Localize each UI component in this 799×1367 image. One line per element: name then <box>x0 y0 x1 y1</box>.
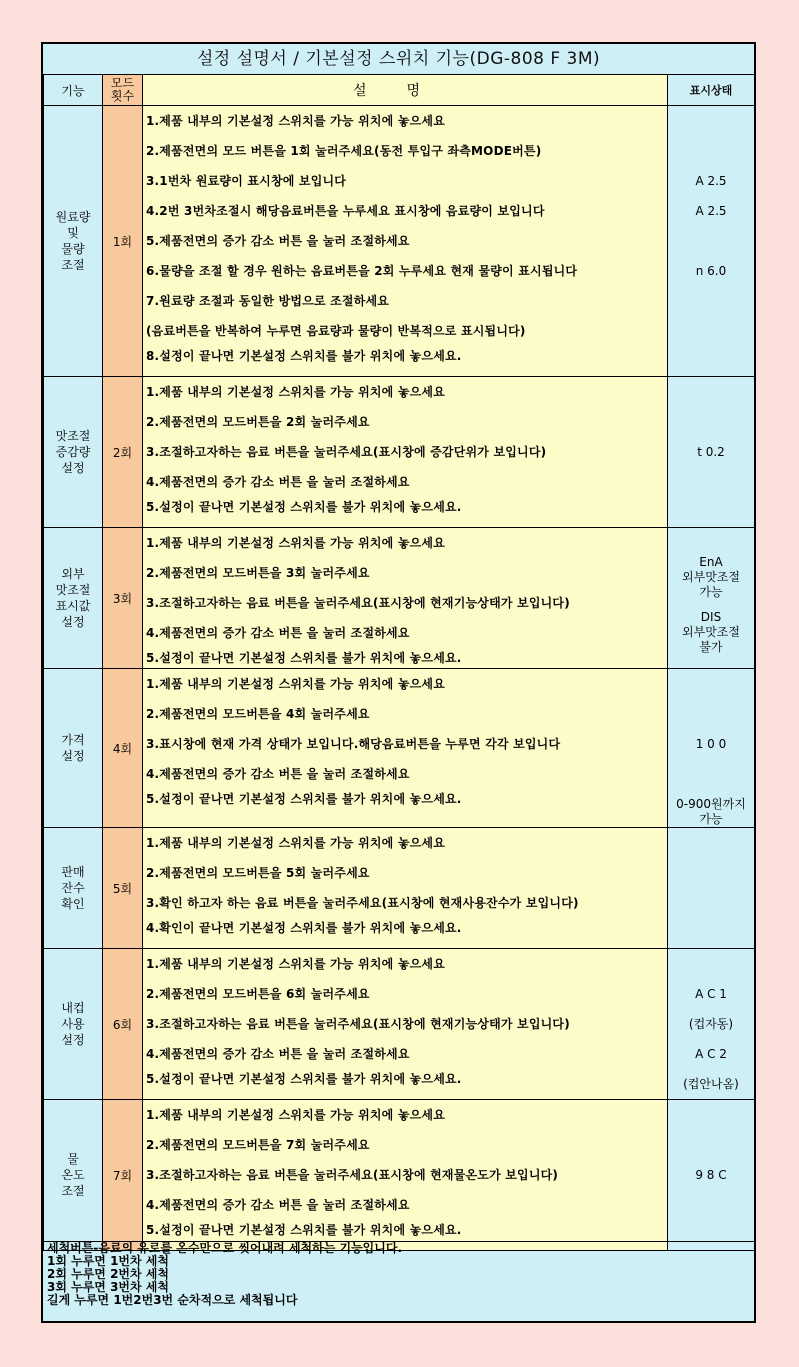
header-desc <box>143 75 668 106</box>
display-status-text <box>668 316 754 346</box>
function-name-line: 맛조절 <box>55 583 91 597</box>
display-status-cell <box>668 669 755 828</box>
table-row <box>44 949 755 1100</box>
display-status-text: 1 0 0 <box>695 737 727 751</box>
description-cell <box>143 377 668 528</box>
instruction-step: 5.제품전면의 증가 감소 버튼 을 눌러 조절하세요 <box>146 234 410 248</box>
table-row <box>44 106 755 377</box>
function-name-line: 확인 <box>61 897 85 911</box>
description-cell <box>143 528 668 669</box>
display-status-text: A 2.5 <box>695 204 727 218</box>
function-name-line: 원료량 <box>55 210 91 224</box>
display-status-text <box>668 377 754 407</box>
header-desc-text: 설명 <box>352 83 461 99</box>
display-status-text: 가능 <box>699 585 723 599</box>
instruction-step: 6.물량을 조절 할 경우 원하는 음료버튼을 2회 누루세요 현재 물량이 표시됩니다 <box>146 264 578 278</box>
function-name-line: 설정 <box>61 1033 85 1047</box>
display-status-note: 가능 <box>699 812 723 826</box>
mode-count-cell: 6회 <box>103 949 143 1100</box>
instruction-step: 1.제품 내부의 기본설정 스위치를 가능 위치에 놓으세요 <box>146 677 446 691</box>
header-status-text: 표시상태 <box>689 84 733 97</box>
display-status-text: 외부맛조절 <box>682 625 740 639</box>
display-status-text <box>668 918 754 948</box>
display-status-cell <box>668 377 755 528</box>
footer-line: 세척버튼-음료의 유로를 온수만으로 씻어내려 세척하는 기능입니다. <box>47 1241 403 1255</box>
display-status-text <box>668 669 754 699</box>
instruction-step: 3.조절하고자하는 음료 버튼을 눌러주세요(표시창에 현재기능상태가 보입니다) <box>146 1017 570 1031</box>
header-func: 기능 <box>44 75 103 106</box>
mode-count-cell: 3회 <box>103 528 143 669</box>
description-cell <box>143 106 668 377</box>
instruction-step: 3.조절하고자하는 음료 버튼을 눌러주세요(표시창에 증감단위가 보입니다) <box>146 445 547 459</box>
function-name-cell <box>44 377 103 528</box>
display-status-cell <box>668 828 755 949</box>
instruction-step: 2.제품전면의 모드 버튼을 1회 눌러주세요(동전 투입구 좌측MODE버튼) <box>146 144 542 158</box>
display-status-text <box>668 858 754 888</box>
mode-count-cell: 5회 <box>103 828 143 949</box>
display-status-text <box>668 407 754 437</box>
header-mode-line1: 모드 <box>110 76 135 90</box>
instruction-step: 5.설정이 끝나면 기본설정 스위치를 불가 위치에 놓으세요. <box>146 500 462 514</box>
instruction-step: 1.제품 내부의 기본설정 스위치를 가능 위치에 놓으세요 <box>146 957 446 971</box>
function-name-line: 설정 <box>61 615 85 629</box>
settings-table <box>43 74 755 1251</box>
function-name-line: 증감량 <box>55 445 91 459</box>
function-name-cell <box>44 949 103 1100</box>
table-row <box>44 1100 755 1251</box>
instruction-step: 5.설정이 끝나면 기본설정 스위치를 불가 위치에 놓으세요. <box>146 651 462 665</box>
display-status-cell <box>668 528 755 669</box>
instruction-step: 5.설정이 끝나면 기본설정 스위치를 불가 위치에 놓으세요. <box>146 792 462 806</box>
display-status-text <box>668 1190 754 1220</box>
function-name-cell <box>44 669 103 828</box>
function-name-cell <box>44 106 103 377</box>
function-name-line: 온도 <box>61 1168 85 1182</box>
instruction-step: 3.1번차 원료량이 표시창에 보입니다 <box>146 174 347 188</box>
table-row <box>44 828 755 949</box>
function-name-line: 내컵 <box>61 1001 85 1015</box>
instruction-step: 2.제품전면의 모드버튼을 4회 눌러주세요 <box>146 707 370 721</box>
instruction-step: 2.제품전면의 모드버튼을 2회 눌러주세요 <box>146 415 370 429</box>
function-name-line: 물 <box>67 1152 79 1166</box>
instruction-step: 1.제품 내부의 기본설정 스위치를 가능 위치에 놓으세요 <box>146 536 446 550</box>
display-status-text <box>668 1130 754 1160</box>
display-status-text <box>668 226 754 256</box>
display-status-text: 9 8 C <box>695 1168 727 1182</box>
function-name-line: 가격 <box>61 733 85 747</box>
table-header-row <box>44 75 755 106</box>
instruction-step: 4.제품전면의 증가 감소 버튼 을 눌러 조절하세요 <box>146 1047 410 1061</box>
wash-button-notes <box>43 1241 754 1321</box>
display-status-text <box>668 136 754 166</box>
display-status-text <box>668 1100 754 1130</box>
instruction-step: 2.제품전면의 모드버튼을 7회 눌러주세요 <box>146 1138 370 1152</box>
instruction-step: 3.조절하고자하는 음료 버튼을 눌러주세요(표시창에 현재기능상태가 보입니다) <box>146 596 570 610</box>
instruction-step: 3.표시창에 현재 가격 상태가 보입니다.해당음료버튼을 누루면 각각 보입니다 <box>146 737 561 751</box>
instruction-step: 4.제품전면의 증가 감소 버튼 을 눌러 조절하세요 <box>146 475 410 489</box>
display-status-note: 0-900원까지 <box>676 797 746 811</box>
description-cell <box>143 949 668 1100</box>
display-status-text <box>668 888 754 918</box>
instruction-step: 3.조절하고자하는 음료 버튼을 눌러주세요(표시창에 현재물온도가 보입니다) <box>146 1168 559 1182</box>
description-cell <box>143 669 668 828</box>
footer-line: 길게 누루면 1번2번3번 순차적으로 세척됩니다 <box>47 1293 298 1307</box>
description-cell <box>143 828 668 949</box>
instruction-step: 2.제품전면의 모드버튼을 5회 눌러주세요 <box>146 866 370 880</box>
instruction-step: 4.제품전면의 증가 감소 버튼 을 눌러 조절하세요 <box>146 767 410 781</box>
display-status-text: n 6.0 <box>695 264 727 278</box>
display-status-text: DIS <box>700 610 722 624</box>
function-name-line: 사용 <box>61 1017 85 1031</box>
function-name-line: 설정 <box>61 461 85 475</box>
function-name-line: 판매 <box>61 865 85 879</box>
display-status-text: EnA <box>699 555 723 569</box>
instruction-step: (음료버튼을 반복하여 누루면 음료량과 물량이 반복적으로 표시됩니다) <box>146 324 526 338</box>
instruction-step: 7.원료량 조절과 동일한 방법으로 조절하세요 <box>146 294 390 308</box>
display-status-cell <box>668 1100 755 1251</box>
instruction-step: 4.제품전면의 증가 감소 버튼 을 눌러 조절하세요 <box>146 626 410 640</box>
header-status <box>668 75 755 106</box>
function-name-line: 표시값 <box>55 599 91 613</box>
instruction-step: 4.제품전면의 증가 감소 버튼 을 눌러 조절하세요 <box>146 1198 410 1212</box>
display-status-text: 불가 <box>699 640 723 654</box>
mode-count-cell: 1회 <box>103 106 143 377</box>
display-status-text: A C 1 <box>695 987 727 1001</box>
function-name-line: 조절 <box>61 1184 85 1198</box>
display-status-text: 외부맛조절 <box>682 570 740 584</box>
display-status-text: (컵자동) <box>688 1017 734 1031</box>
display-status-text <box>668 106 754 136</box>
instruction-step: 1.제품 내부의 기본설정 스위치를 가능 위치에 놓으세요 <box>146 385 446 399</box>
function-name-line: 잔수 <box>61 881 85 895</box>
function-name-line: 물량 <box>61 242 85 256</box>
table-row <box>44 669 755 828</box>
function-name-line: 맛조절 <box>55 429 91 443</box>
instruction-step: 2.제품전면의 모드버튼을 3회 눌러주세요 <box>146 566 370 580</box>
display-status-text <box>668 346 754 376</box>
display-status-text <box>668 949 754 979</box>
footer-line: 2회 누루면 2번차 세척 <box>47 1267 169 1281</box>
display-status-text <box>668 286 754 316</box>
display-status-text: t 0.2 <box>697 445 725 459</box>
table-row <box>44 528 755 669</box>
mode-count-cell: 7회 <box>103 1100 143 1251</box>
instruction-step: 3.확인 하고자 하는 음료 버튼을 눌러주세요(표시창에 현재사용잔수가 보입니다) <box>146 896 579 910</box>
function-name-line: 설정 <box>61 749 85 763</box>
settings-sheet <box>41 42 756 1323</box>
display-status-text: A 2.5 <box>695 174 727 188</box>
display-status-text <box>668 759 754 789</box>
footer-line: 3회 누루면 3번차 세척 <box>47 1280 169 1294</box>
display-status-text <box>668 828 754 858</box>
mode-count-cell: 2회 <box>103 377 143 528</box>
display-status-text <box>668 497 754 527</box>
footer-line: 1회 누루면 1번차 세척 <box>47 1254 169 1268</box>
instruction-step: 8.설정이 끝나면 기본설정 스위치를 불가 위치에 놓으세요. <box>146 349 462 363</box>
table-row <box>44 377 755 528</box>
instruction-step: 4.2번 3번차조절시 해당음료버튼을 누루세요 표시창에 음료량이 보입니다 <box>146 204 545 218</box>
instruction-step: 2.제품전면의 모드버튼을 6회 눌러주세요 <box>146 987 370 1001</box>
mode-count-cell: 4회 <box>103 669 143 828</box>
function-name-cell <box>44 828 103 949</box>
instruction-step: 5.설정이 끝나면 기본설정 스위치를 불가 위치에 놓으세요. <box>146 1072 462 1086</box>
header-mode <box>103 75 143 106</box>
instruction-step: 1.제품 내부의 기본설정 스위치를 가능 위치에 놓으세요 <box>146 836 446 850</box>
function-name-line: 외부 <box>61 567 85 581</box>
page-title: 설정 설명서 / 기본설정 스위치 기능(DG-808 F 3M) <box>43 44 754 75</box>
display-status-text <box>668 699 754 729</box>
instruction-step: 1.제품 내부의 기본설정 스위치를 가능 위치에 놓으세요 <box>146 1108 446 1122</box>
function-name-line: 및 <box>67 226 79 240</box>
display-status-text: A C 2 <box>695 1047 727 1061</box>
display-status-text: (컵안나옴) <box>683 1077 739 1091</box>
instruction-step: 5.설정이 끝나면 기본설정 스위치를 불가 위치에 놓으세요. <box>146 1223 462 1237</box>
instruction-step: 1.제품 내부의 기본설정 스위치를 가능 위치에 놓으세요 <box>146 114 446 128</box>
display-status-cell <box>668 949 755 1100</box>
instruction-step: 4.확인이 끝나면 기본설정 스위치를 불가 위치에 놓으세요. <box>146 921 462 935</box>
display-status-text <box>668 467 754 497</box>
function-name-line: 조절 <box>61 258 85 272</box>
function-name-cell <box>44 1100 103 1251</box>
description-cell <box>143 1100 668 1251</box>
display-status-cell <box>668 106 755 377</box>
function-name-cell <box>44 528 103 669</box>
header-mode-line2: 횟수 <box>110 89 135 103</box>
